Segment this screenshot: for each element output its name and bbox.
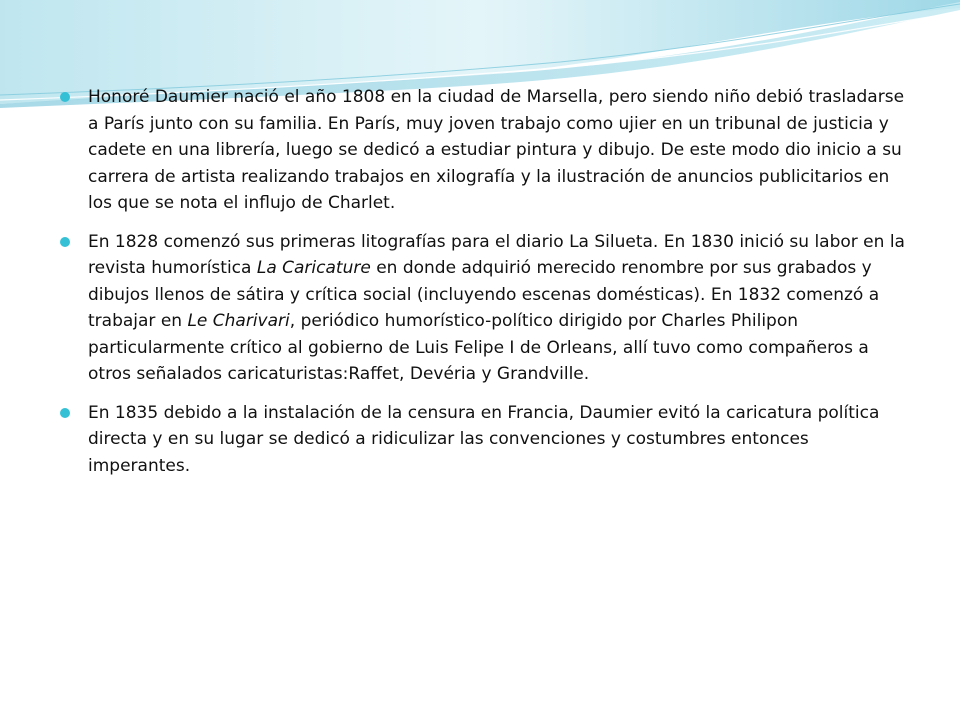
paragraph-2-part-3: , periódico humorístico-político dirigido por Charles Philipon particularmente crítico al gobierno de Luis Felipe I de Orleans, allí tuvo como compañeros a otros señalados caricaturistas:Raffet, Devéria y Grandville. [88, 311, 869, 384]
bullet-list [58, 84, 908, 491]
list-item [58, 229, 908, 388]
paragraph-3: En 1835 debido a la instalación de la censura en Francia, Daumier evitó la caricatura política directa y en su lugar se dedicó a ridiculizar las convenciones y costumbres entonces imperantes. [88, 402, 880, 476]
bullet-dot-icon [60, 408, 70, 418]
bullet-dot-icon [60, 237, 70, 247]
paragraph-2-part-2: en donde adquirió merecido renombre por sus grabados y dibujos llenos de sátira y crítica social (incluyendo escenas domésticas). En 1832 comenzó a trabajar en [88, 258, 880, 331]
bullet-dot-icon [60, 92, 70, 102]
paragraph-2-part-1: En 1828 comenzó sus primeras litografías para el diario La Silueta. En 1830 inició su labor en la revista humorística [88, 231, 905, 278]
newspaper-title-le-charivari: Le Charivari [187, 311, 290, 331]
paragraph-1: Honoré Daumier nació el año 1808 en la ciudad de Marsella, pero siendo niño debió trasladarse a París junto con su familia. En París, muy joven trabajo como ujier en un tribunal de justicia y cadete en una librería, luego se dedicó a estudiar pintura y dibujo. De este modo dio inicio a su carrera de artista realizando trabajos en xilografía y la ilustración de anuncios publicitarios en los que se nota el influjo de Charlet. [88, 87, 905, 213]
list-item [58, 84, 908, 217]
list-item [58, 400, 908, 480]
paragraph-2 [88, 229, 908, 388]
magazine-title-la-caricature: La Caricature [256, 258, 371, 278]
